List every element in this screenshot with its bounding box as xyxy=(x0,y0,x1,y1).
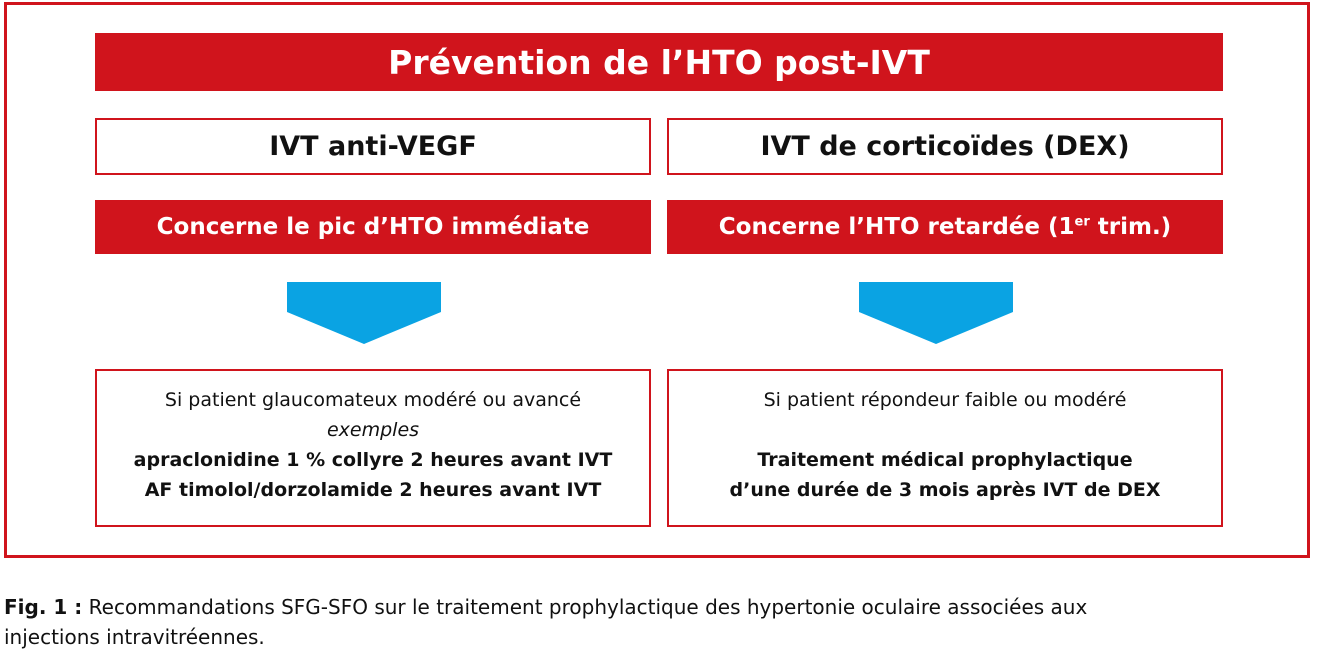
title-banner xyxy=(95,33,1223,91)
figure-caption-text: Recommandations SFG-SFO sur le traitement prophylactique des hypertonie oculaire associées aux xyxy=(82,595,1088,619)
dex-treatment-line-2: d’une durée de 3 mois après IVT de DEX xyxy=(729,479,1161,501)
anti-vegf-header xyxy=(95,118,651,175)
dex-header xyxy=(667,118,1223,175)
right-down-arrow-icon xyxy=(859,282,1013,344)
dex-header-text: IVT de corticoïdes (DEX) xyxy=(760,131,1130,162)
anti-vegf-detail-box xyxy=(95,369,651,527)
left-down-arrow-icon xyxy=(287,282,441,344)
dex-condition: Si patient répondeur faible ou modéré xyxy=(763,389,1127,411)
anti-vegf-example-2: AF timolol/dorzolamide 2 heures avant IVT xyxy=(144,479,602,501)
figure-caption xyxy=(4,595,1320,619)
figure-label: Fig. 1 : xyxy=(4,595,83,619)
figure-caption-line-2: injections intravitréennes. xyxy=(4,625,265,649)
anti-vegf-condition: Si patient glaucomateux modéré ou avancé xyxy=(164,389,582,411)
dex-detail-box xyxy=(667,369,1223,527)
anti-vegf-concern-text: Concerne le pic d’HTO immédiate xyxy=(156,214,590,240)
anti-vegf-concern-banner xyxy=(95,200,651,254)
dex-treatment-line-1: Traitement médical prophylactique xyxy=(757,449,1133,471)
anti-vegf-header-text: IVT anti-VEGF xyxy=(269,131,477,162)
anti-vegf-examples-label: exemples xyxy=(326,419,420,441)
dex-concern-banner xyxy=(667,200,1223,254)
title-text: Prévention de l’HTO post-IVT xyxy=(388,42,930,82)
dex-concern-text: Concerne l’HTO retardée (1er trim.) xyxy=(718,214,1172,240)
anti-vegf-example-1: apraclonidine 1 % collyre 2 heures avant IVT xyxy=(133,449,613,471)
